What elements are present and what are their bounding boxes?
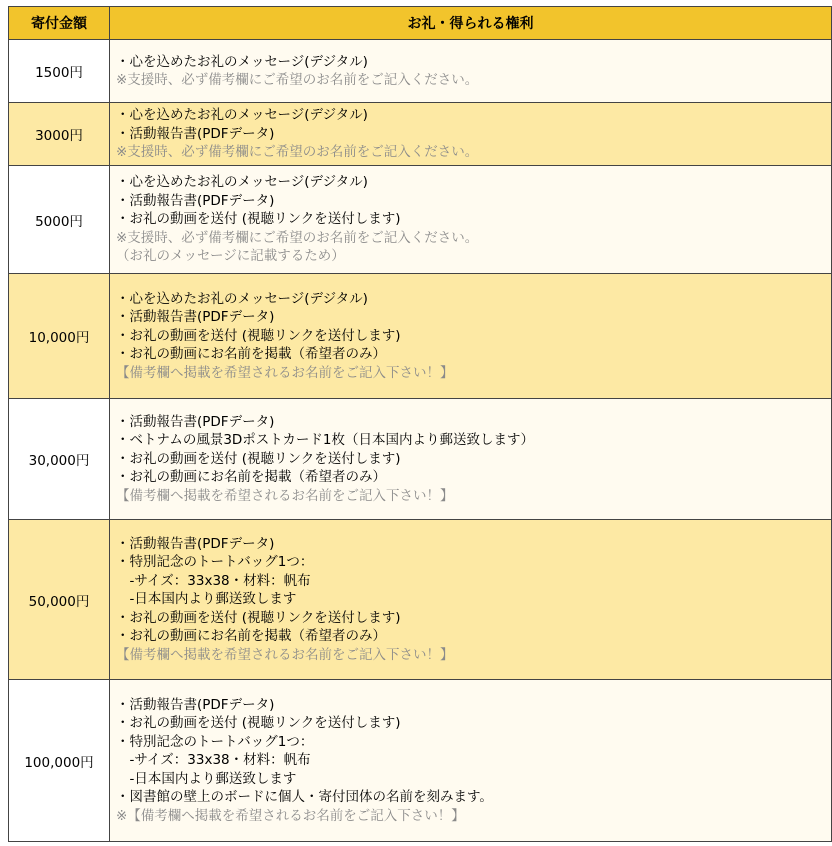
reward-item: ・心を込めたお礼のメッセージ(デジタル) bbox=[116, 290, 368, 307]
amount-cell: 10,000円 bbox=[9, 274, 110, 399]
rewards-table bbox=[8, 6, 832, 842]
reward-item: -サイズ：33x38・材料：帆布 bbox=[116, 572, 311, 589]
reward-item: ・活動報告書(PDFデータ) bbox=[116, 309, 275, 326]
reward-item: ・お礼の動画を送付 (視聴リンクを送付します) bbox=[116, 327, 401, 344]
reward-note: 【備考欄へ掲載を希望されるお名前をご記入下さい！】 bbox=[116, 487, 454, 504]
reward-cell bbox=[110, 274, 832, 399]
reward-item: ・心を込めたお礼のメッセージ(デジタル) bbox=[116, 174, 368, 191]
reward-note: ※【備考欄へ掲載を希望されるお名前をご記入下さい！】 bbox=[116, 807, 465, 824]
reward-cell bbox=[110, 40, 832, 103]
amount-column-header: 寄付金額 bbox=[9, 7, 110, 40]
reward-cell bbox=[110, 399, 832, 520]
reward-item: ・活動報告書(PDFデータ) bbox=[116, 696, 275, 713]
reward-item: ・特別記念のトートバッグ1つ： bbox=[116, 733, 314, 750]
reward-item: ・お礼の動画にお名前を掲載（希望者のみ） bbox=[116, 346, 386, 363]
reward-note: 【備考欄へ掲載を希望されるお名前をご記入下さい！】 bbox=[116, 646, 454, 663]
reward-note: ※支援時、必ず備考欄にご希望のお名前をご記入ください。 bbox=[116, 72, 479, 88]
reward-note: ※支援時、必ず備考欄にご希望のお名前をご記入ください。 bbox=[116, 229, 479, 246]
table-row bbox=[9, 166, 832, 274]
reward-item: ・活動報告書(PDFデータ) bbox=[116, 535, 275, 552]
amount-cell: 1500円 bbox=[9, 40, 110, 103]
reward-cell bbox=[110, 680, 832, 842]
table-row bbox=[9, 274, 832, 399]
reward-item: ・図書館の壁上のボードに個人・寄付団体の名前を刻みます。 bbox=[116, 789, 493, 806]
reward-item: ・活動報告書(PDFデータ) bbox=[116, 192, 275, 209]
table-row bbox=[9, 399, 832, 520]
reward-item: -日本国内より郵送致します bbox=[116, 770, 297, 787]
reward-item: -日本国内より郵送致します bbox=[116, 591, 297, 608]
reward-item: ・心を込めたお礼のメッセージ(デジタル) bbox=[116, 53, 368, 70]
reward-item: ・お礼の動画にお名前を掲載（希望者のみ） bbox=[116, 628, 386, 645]
reward-cell bbox=[110, 166, 832, 274]
reward-item: ・活動報告書(PDFデータ) bbox=[116, 125, 275, 142]
amount-cell: 50,000円 bbox=[9, 520, 110, 680]
reward-item: ・お礼の動画を送付 (視聴リンクを送付します) bbox=[116, 211, 401, 228]
table-row bbox=[9, 520, 832, 680]
amount-cell: 3000円 bbox=[9, 103, 110, 166]
table-header-row bbox=[9, 7, 832, 40]
table-row bbox=[9, 40, 832, 103]
reward-item: ・心を込めたお礼のメッセージ(デジタル) bbox=[116, 107, 368, 124]
table-row bbox=[9, 103, 832, 166]
reward-item: ・お礼の動画を送付 (視聴リンクを送付します) bbox=[116, 609, 401, 626]
reward-item: ・ベトナムの風景3Dポストカード1枚（日本国内より郵送致します） bbox=[116, 432, 534, 449]
reward-cell bbox=[110, 520, 832, 680]
reward-cell bbox=[110, 103, 832, 166]
reward-item: ・お礼の動画を送付 (視聴リンクを送付します) bbox=[116, 715, 401, 732]
amount-cell: 30,000円 bbox=[9, 399, 110, 520]
reward-item: -サイズ：33x38・材料：帆布 bbox=[116, 752, 311, 769]
reward-item: ・お礼の動画を送付 (視聴リンクを送付します) bbox=[116, 450, 401, 467]
reward-item: ・活動報告書(PDFデータ) bbox=[116, 413, 275, 430]
amount-cell: 5000円 bbox=[9, 166, 110, 274]
reward-note: 【備考欄へ掲載を希望されるお名前をご記入下さい！】 bbox=[116, 364, 454, 381]
table-row bbox=[9, 680, 832, 842]
reward-item: ・特別記念のトートバッグ1つ： bbox=[116, 554, 314, 571]
reward-item: ・お礼の動画にお名前を掲載（希望者のみ） bbox=[116, 469, 386, 486]
amount-cell: 100,000円 bbox=[9, 680, 110, 842]
reward-note: （お礼のメッセージに記載するため） bbox=[116, 248, 345, 265]
reward-note: ※支援時、必ず備考欄にご希望のお名前をご記入ください。 bbox=[116, 144, 479, 161]
reward-column-header: お礼・得られる権利 bbox=[110, 7, 832, 40]
